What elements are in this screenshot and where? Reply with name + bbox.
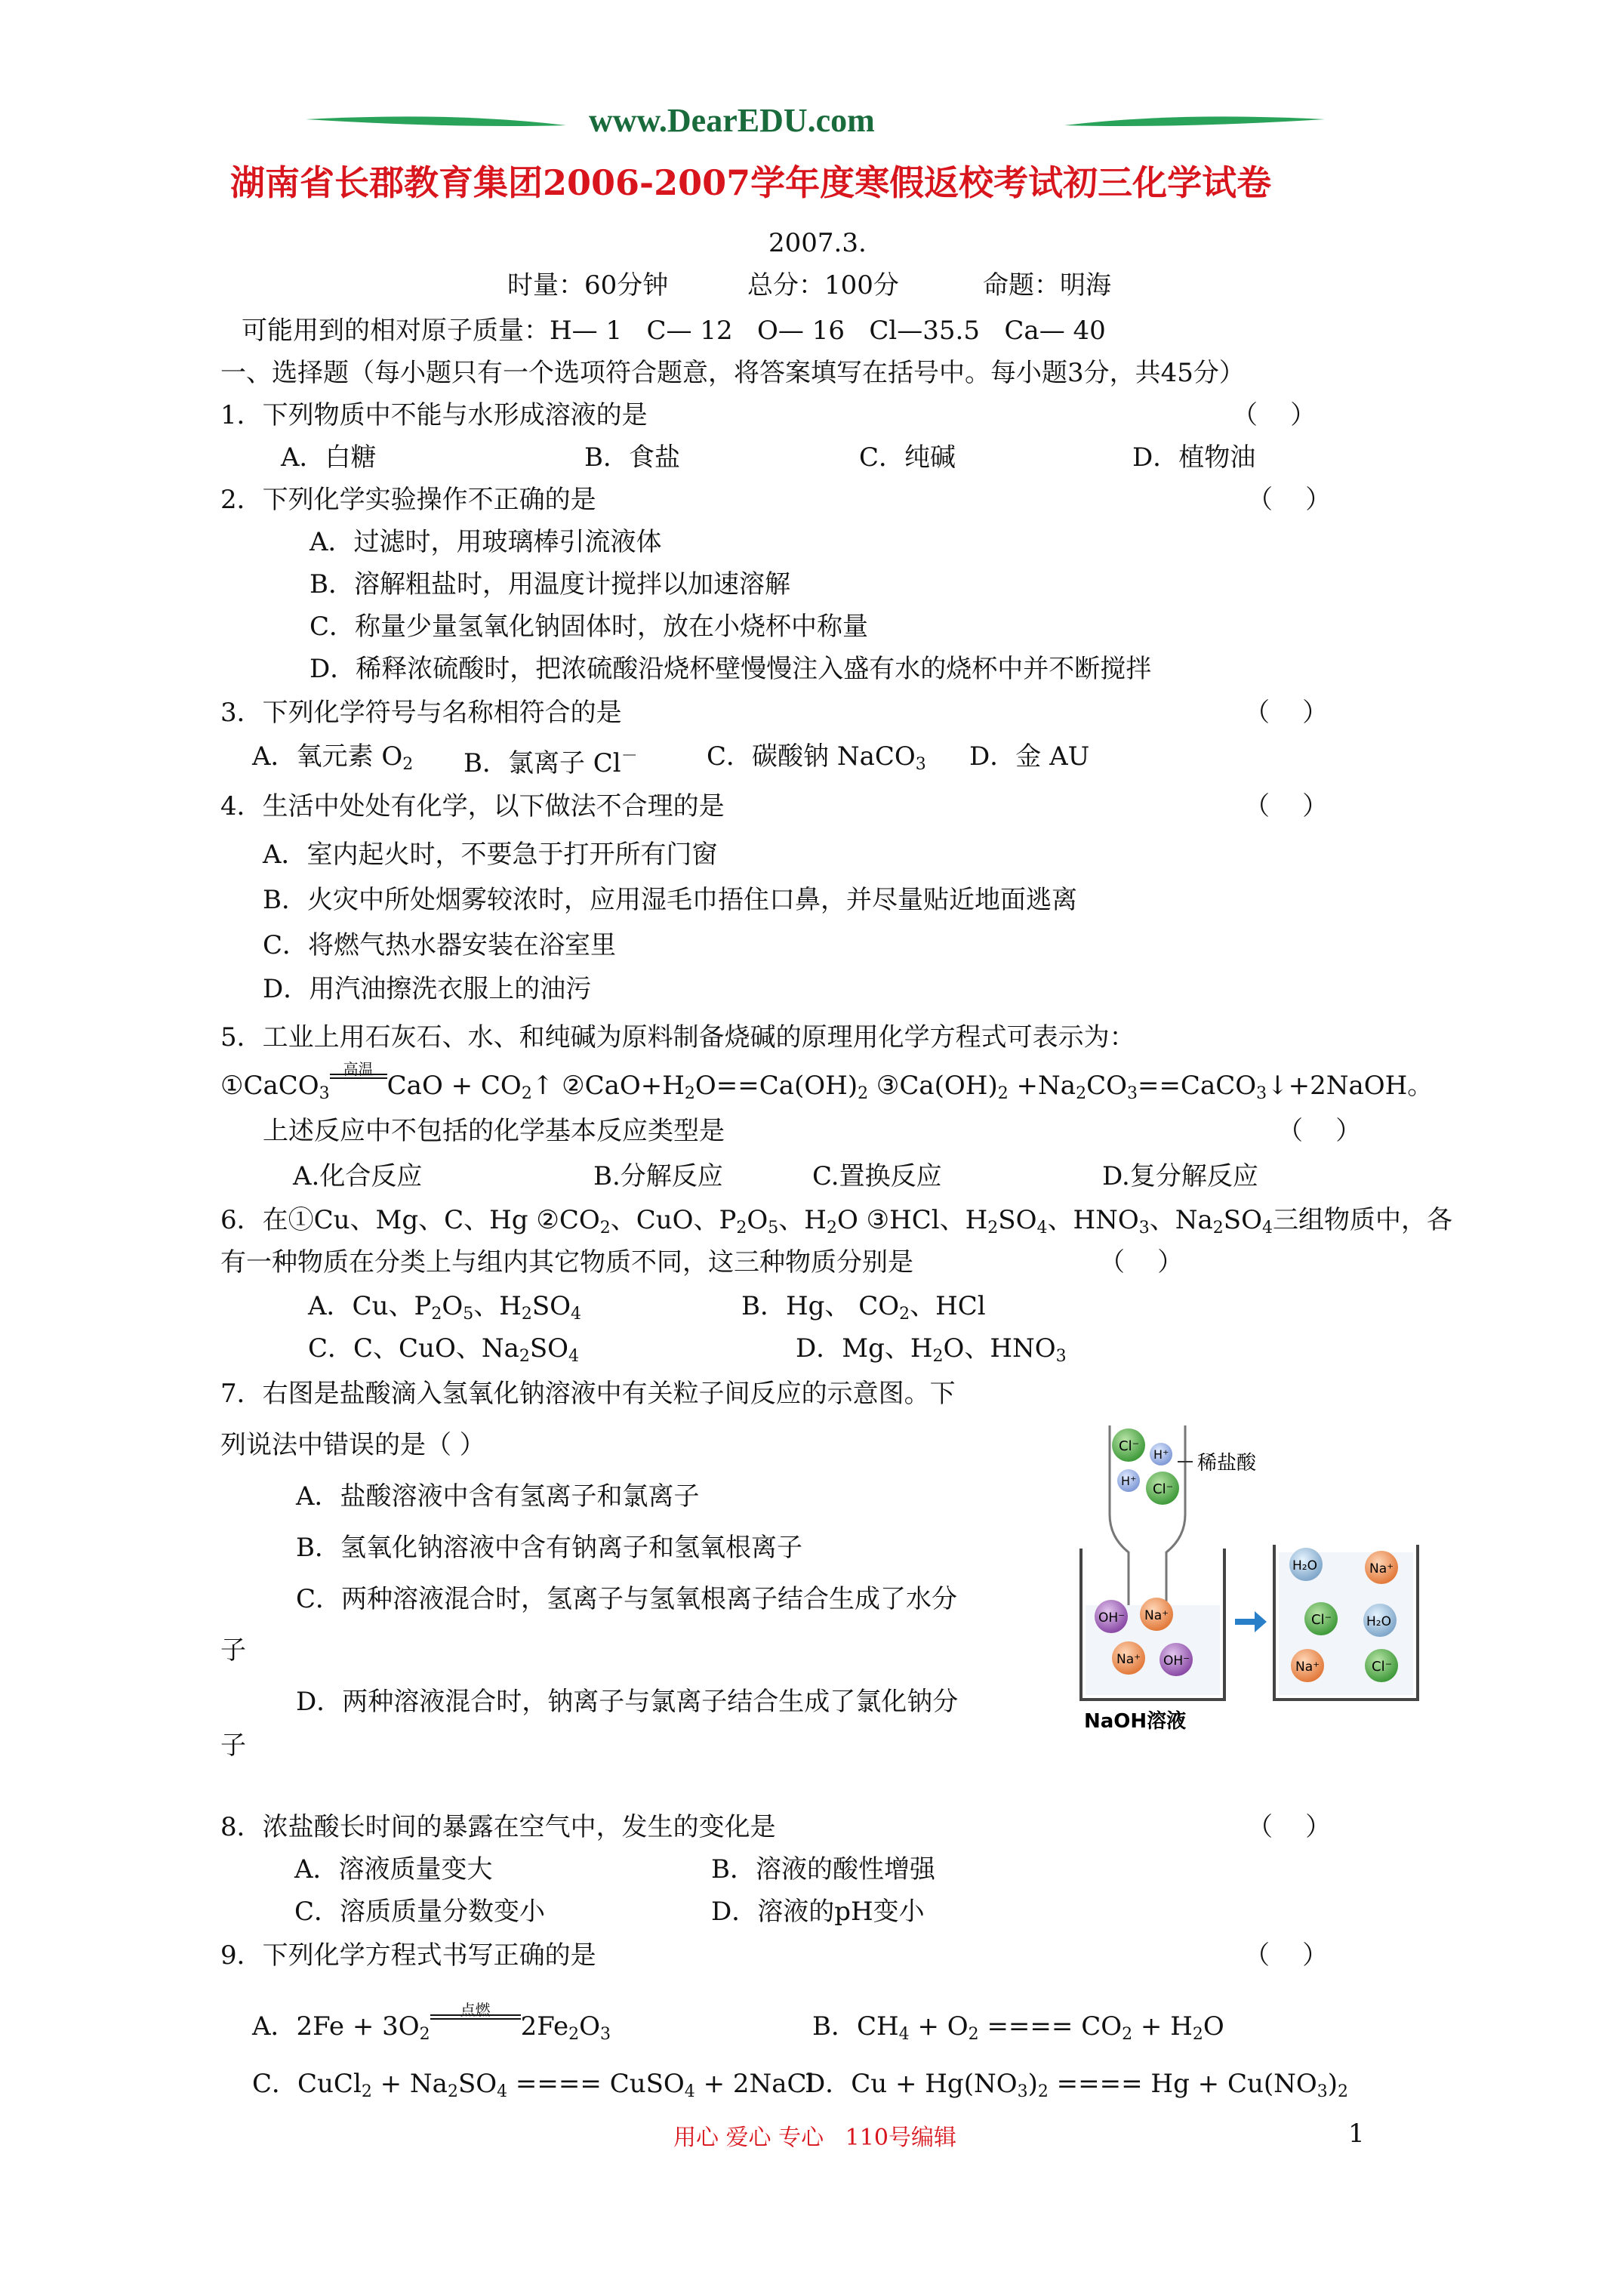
q5-sub-stem: 上述反应中不包括的化学基本反应类型是 (263, 1116, 725, 1146)
q9-stem: 9．下列化学方程式书写正确的是 (220, 1940, 596, 1971)
q6-stem-line2: 有一种物质在分类上与组内其它物质不同，这三种物质分别是 (220, 1247, 913, 1277)
q7-option-c-cont: 子 (220, 1635, 246, 1666)
q7-option-c: C．两种溶液混合时，氢离子与氢氧根离子结合生成了水分 (296, 1584, 958, 1614)
q2-option-c: C．称量少量氢氧化钠固体时，放在小烧杯中称量 (310, 612, 869, 642)
q7-option-d: D．两种溶液混合时，钠离子与氯离子结合生成了氯化钠分 (296, 1687, 959, 1717)
q4-answer-blank[interactable]: （ ） (1244, 791, 1329, 821)
q3-option-d: D．金 AU (969, 741, 1090, 772)
info-time: 时量：60分钟 (507, 270, 669, 300)
q2-answer-blank[interactable]: （ ） (1247, 485, 1332, 515)
q7-option-a: A．盐酸溶液中含有氢离子和氯离子 (296, 1481, 700, 1512)
page-title: 湖南省长郡教育集团2006-2007学年度寒假返校考试初三化学试卷 (230, 162, 1272, 203)
q2-option-d: D．稀释浓硫酸时，把浓硫酸沿烧杯壁慢慢注入盛有水的烧杯中并不断搅拌 (310, 654, 1152, 684)
section-heading: 一、选择题（每小题只有一个选项符合题意，将答案填写在括号中。每小题3分，共45分） (220, 358, 1245, 388)
svg-text:H₂O: H₂O (1366, 1614, 1391, 1629)
q3-option-c: C．碳酸钠 NaCO$_3$ (707, 741, 926, 774)
q2-option-a: A．过滤时，用玻璃棒引流液体 (310, 527, 662, 557)
q9-condition: 点燃 (460, 2001, 491, 2019)
q1-option-a: A．白糖 (281, 442, 377, 473)
atomic-mass-line: 可能用到的相对原子质量：H— 1 C— 12 O— 16 Cl—35.5 Ca— 40 (242, 316, 1106, 346)
svg-text:Na⁺: Na⁺ (1116, 1652, 1141, 1667)
q9-option-d: D．$Cu + Hg(NO_3)_2$ ==== $Hg + Cu(NO_3)_2$ (805, 2069, 1349, 2101)
q6-answer-blank[interactable]: （ ） (1099, 1247, 1184, 1277)
q5-option-c: C.置换反应 (812, 1161, 942, 1191)
svg-text:Cl⁻: Cl⁻ (1311, 1612, 1332, 1628)
q4-option-c: C．将燃气热水器安装在浴室里 (263, 930, 617, 960)
page-number: 1 (1348, 2119, 1365, 2149)
q1-option-d: D．植物油 (1132, 442, 1256, 473)
q3-answer-blank[interactable]: （ ） (1244, 698, 1329, 728)
q5-option-b: B.分解反应 (593, 1161, 723, 1191)
q6-stem: 6．在①Cu、Mg、C、Hg $②CO_2$、CuO、$P_2O_5$、$H_2O$ ③HCl、$H_2SO_4$、$HNO_3$、$Na_2SO_4$三组物质中，各 (220, 1205, 1452, 1237)
q1-option-c: C．纯碱 (859, 442, 956, 473)
q6-option-c: C．C、CuO、$Na_2SO_4$ (308, 1333, 580, 1366)
q9-option-c: C．CuCl$_2$ + $Na_2SO_4$ ==== CuSO$_4$ + 2NaCl (252, 2069, 815, 2101)
info-author: 命题：明海 (983, 270, 1111, 300)
q4-option-a: A．室内起火时，不要急于打开所有门窗 (263, 840, 718, 870)
q5-equations: ①CaCO$_3$ 高温 CaO + $CO_2↑$ $②CaO+H_2O==Ca(OH)_2$ $③Ca(OH)_2$ $+Na_2CO_3==CaCO_3↓+2NaOH$。 (220, 1071, 1433, 1109)
q9-option-b: B．$CH_4 + O_2$ ==== $CO_2 + H_2O$ (812, 2011, 1224, 2044)
svg-text:OH⁻: OH⁻ (1098, 1610, 1126, 1626)
q5-answer-blank[interactable]: （ ） (1277, 1116, 1362, 1146)
svg-text:H⁺: H⁺ (1153, 1447, 1169, 1462)
logo-text[interactable]: www.DearEDU.com (589, 102, 875, 139)
q5-condition: 高温 (343, 1060, 374, 1078)
q9-option-a: A．$2Fe + 3O_2$ 点燃 $2Fe_2O_3$ (252, 2011, 611, 2050)
exam-date: 2007.3. (768, 228, 867, 258)
q8-option-c: C．溶质质量分数变小 (294, 1897, 546, 1927)
ion-reaction-diagram (1064, 1416, 1427, 1734)
info-score: 总分：100分 (747, 270, 899, 300)
svg-text:OH⁻: OH⁻ (1163, 1653, 1190, 1669)
q7-option-b: B．氢氧化钠溶液中含有钠离子和氢氧根离子 (296, 1533, 802, 1563)
q3-stem: 3．下列化学符号与名称相符合的是 (220, 698, 622, 728)
q5-stem: 5．工业上用石灰石、水、和纯碱为原料制备烧碱的原理用化学方程式可表示为： (220, 1022, 1135, 1052)
arrow-right-icon (1235, 1611, 1267, 1632)
footer-text: 用心 爱心 专心 110号编辑 (673, 2125, 956, 2151)
q8-option-b: B．溶液的酸性增强 (711, 1854, 935, 1885)
q8-stem: 8．浓盐酸长时间的暴露在空气中，发生的变化是 (220, 1812, 776, 1842)
svg-text:H₂O: H₂O (1292, 1558, 1317, 1573)
svg-text:Na⁺: Na⁺ (1369, 1561, 1394, 1576)
svg-text:Cl⁻: Cl⁻ (1153, 1481, 1174, 1497)
q1-stem: 1．下列物质中不能与水形成溶液的是 (220, 400, 648, 430)
q7-stem: 7．右图是盐酸滴入氢氧化钠溶液中有关粒子间反应的示意图。下 (220, 1379, 956, 1409)
q1-answer-blank[interactable]: （ ） (1232, 400, 1317, 430)
svg-text:Cl⁻: Cl⁻ (1372, 1659, 1393, 1675)
neutralization-figure (1064, 1416, 1427, 1734)
q3-option-a: A．氧元素 $O_2$ (252, 741, 414, 774)
q5-option-d: D.复分解反应 (1102, 1161, 1258, 1191)
q2-option-b: B．溶解粗盐时，用温度计搅拌以加速溶解 (310, 569, 790, 599)
q6-option-b: B．Hg、 $CO_2$、HCl (741, 1291, 986, 1324)
q6-option-a: A．Cu、$P_2O_5$、$H_2SO_4$ (308, 1291, 582, 1324)
q1-option-b: B．食盐 (584, 442, 680, 473)
q9-answer-blank[interactable]: （ ） (1244, 1940, 1329, 1971)
svg-text:Na⁺: Na⁺ (1295, 1660, 1320, 1675)
q3-option-b: B．氯离子 Cl－ (463, 747, 638, 778)
svg-text:Na⁺: Na⁺ (1144, 1608, 1169, 1623)
base-label: NaOH溶液 (1084, 1710, 1187, 1733)
q6-option-d: D．Mg、$H_2O$、$HNO_3$ (796, 1333, 1067, 1366)
svg-text:Cl⁻: Cl⁻ (1119, 1438, 1140, 1454)
q4-option-b: B．火灾中所处烟雾较浓时，应用湿毛巾捂住口鼻，并尽量贴近地面逃离 (263, 885, 1077, 915)
q8-option-a: A．溶液质量变大 (294, 1854, 493, 1885)
svg-text:H⁺: H⁺ (1121, 1474, 1137, 1488)
q4-stem: 4．生活中处处有化学，以下做法不合理的是 (220, 791, 725, 821)
q4-option-d: D．用汽油擦洗衣服上的油污 (263, 974, 592, 1004)
q2-stem: 2．下列化学实验操作不正确的是 (220, 485, 596, 515)
acid-label: 稀盐酸 (1197, 1452, 1257, 1475)
q8-answer-blank[interactable]: （ ） (1247, 1812, 1332, 1842)
q7-stem-line2: 列说法中错误的是（ ） (220, 1430, 485, 1460)
q7-option-d-cont: 子 (220, 1730, 246, 1761)
q8-option-d: D．溶液的pH变小 (711, 1897, 925, 1927)
q5-option-a: A.化合反应 (293, 1161, 423, 1191)
